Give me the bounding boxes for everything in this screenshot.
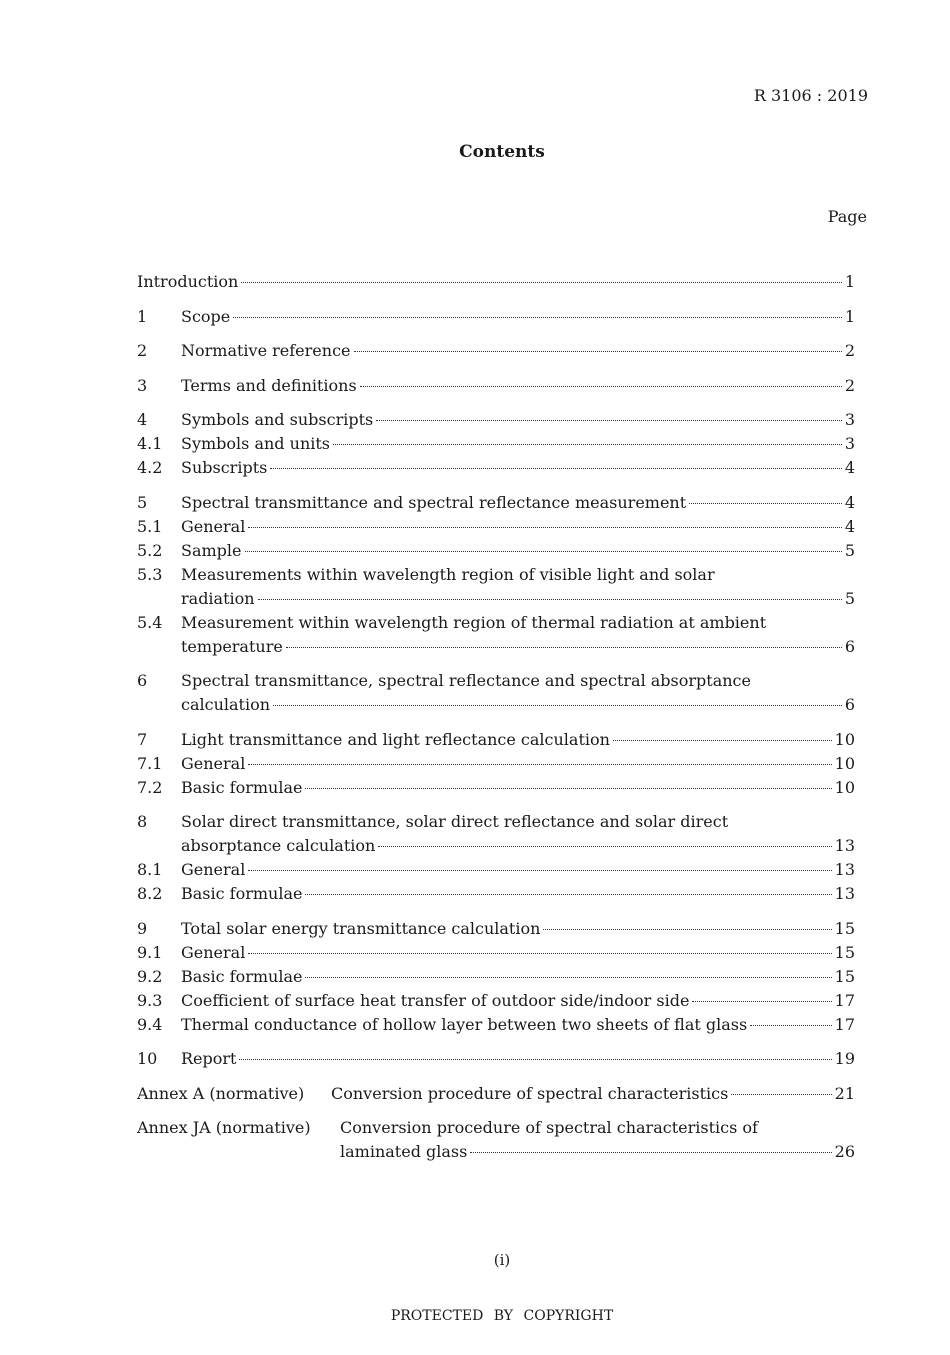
toc-group	[137, 305, 855, 329]
page-number: 17	[834, 1014, 855, 1034]
dot-leader	[376, 420, 842, 421]
page-number: 13	[834, 860, 855, 879]
page-number: 1	[844, 272, 855, 291]
toc-group	[137, 491, 855, 659]
dot-leader	[750, 1025, 831, 1026]
entry-row	[137, 941, 855, 965]
toc-entry[interactable]	[137, 1013, 855, 1037]
entry-row	[137, 408, 855, 432]
section-number: 10	[137, 1049, 158, 1068]
section-number: 5	[137, 492, 148, 512]
toc-entry[interactable]	[137, 270, 855, 294]
page-number: 10	[834, 753, 855, 773]
dot-leader	[248, 953, 831, 954]
entry-row	[137, 1047, 855, 1071]
section-number: 8.1	[137, 860, 163, 879]
dot-leader	[248, 764, 831, 765]
dot-leader	[270, 468, 841, 469]
entry-title: Sample	[181, 540, 242, 560]
toc-entry[interactable]	[137, 669, 855, 717]
dot-leader	[258, 599, 842, 600]
annex-label: Annex JA (normative)	[137, 1118, 311, 1137]
toc-group	[137, 270, 855, 294]
page-number: 4	[844, 492, 855, 512]
entry-title-line: Measurement within wavelength region of thermal radiation at ambient	[181, 612, 767, 632]
toc-entry[interactable]	[137, 408, 855, 432]
entry-title: calculation	[181, 695, 271, 714]
section-number: 4	[137, 410, 148, 429]
entry-row	[137, 515, 855, 539]
entry-row	[137, 432, 855, 456]
entry-title: Light transmittance and light reflectance calculation	[181, 729, 610, 749]
toc-entry[interactable]	[137, 728, 855, 752]
section-number: 1	[137, 306, 148, 326]
entry-title: temperature	[181, 636, 283, 656]
entry-row	[137, 270, 855, 294]
toc-entry[interactable]	[137, 563, 855, 611]
toc-entry[interactable]	[137, 1047, 855, 1071]
toc-group	[137, 339, 855, 363]
entry-row	[137, 305, 855, 329]
entry-title-line: Solar direct transmittance, solar direct reflectance and solar direct	[181, 812, 729, 831]
entry-title-line: Spectral transmittance, spectral reflectance and spectral absorptance	[181, 671, 751, 690]
dot-leader	[245, 551, 842, 552]
dot-leader	[613, 740, 832, 741]
entry-row	[137, 917, 855, 941]
entry-title: Report	[181, 1049, 237, 1068]
section-number: 7	[137, 729, 148, 749]
page-number: 10	[834, 777, 855, 797]
entry-row	[137, 635, 855, 659]
dot-leader	[360, 386, 842, 387]
dot-leader	[305, 977, 831, 978]
entry-row	[137, 1013, 855, 1037]
entry-row	[137, 965, 855, 989]
toc-entry[interactable]	[137, 917, 855, 941]
toc-entry[interactable]	[137, 611, 855, 659]
dot-leader	[239, 1059, 831, 1060]
page-number: 13	[834, 836, 855, 855]
dot-leader	[241, 282, 841, 283]
entry-title: General	[181, 942, 246, 962]
entry-title: Subscripts	[181, 458, 268, 477]
dot-leader	[248, 870, 831, 871]
section-number: 2	[137, 341, 148, 360]
contents-title: Contents	[459, 142, 545, 162]
entry-row	[137, 456, 855, 480]
entry-title: Basic formulae	[181, 777, 303, 797]
entry-row	[137, 776, 855, 800]
dot-leader	[305, 788, 831, 789]
entry-title: laminated glass	[340, 1142, 468, 1161]
page-number: 2	[844, 341, 855, 360]
page-number: 10	[834, 729, 855, 749]
entry-row	[137, 587, 855, 611]
page-number: 15	[834, 918, 855, 938]
page-number: 17	[834, 990, 855, 1010]
toc-group	[137, 1047, 855, 1071]
toc-entry[interactable]	[137, 989, 855, 1013]
entry-title: Spectral transmittance and spectral reflectance measurement	[181, 492, 687, 512]
dot-leader	[333, 444, 842, 445]
entry-title: General	[181, 753, 246, 773]
page-number: 3	[844, 410, 855, 429]
entry-title: radiation	[181, 588, 255, 608]
toc-entry[interactable]	[137, 432, 855, 456]
entry-title: Introduction	[137, 272, 239, 291]
entry-title: Terms and definitions	[181, 375, 357, 395]
entry-title: Symbols and units	[181, 434, 330, 453]
entry-title: absorptance calculation	[181, 836, 376, 855]
section-number: 7.1	[137, 753, 163, 773]
entry-row	[137, 491, 855, 515]
dot-leader	[354, 351, 842, 352]
toc-entry[interactable]	[137, 515, 855, 539]
page-number: 15	[834, 966, 855, 986]
toc-group	[137, 917, 855, 1037]
dot-leader	[305, 894, 831, 895]
copyright-notice: PROTECTED BY COPYRIGHT	[390, 1308, 614, 1324]
section-number: 9.2	[137, 966, 163, 986]
section-number: 5.1	[137, 516, 163, 536]
annex-ja-entry[interactable]	[137, 1116, 855, 1164]
toc-entry[interactable]	[137, 965, 855, 989]
section-number: 9.3	[137, 990, 163, 1010]
toc-group	[137, 408, 855, 480]
page-column-label: Page	[827, 207, 867, 226]
toc-group	[137, 669, 855, 717]
toc-entry[interactable]	[137, 810, 855, 858]
annex-label: Annex A (normative)	[137, 1083, 305, 1103]
entry-title: Symbols and subscripts	[181, 410, 374, 429]
toc-group	[137, 374, 855, 398]
page-number: 6	[844, 695, 855, 714]
entry-row	[137, 752, 855, 776]
section-number: 4.2	[137, 458, 163, 477]
section-number: 7.2	[137, 777, 163, 797]
annex-group	[137, 1116, 855, 1164]
toc-entry[interactable]	[137, 374, 855, 398]
toc-entry[interactable]	[137, 491, 855, 515]
entry-title: General	[181, 860, 246, 879]
entry-row	[137, 989, 855, 1013]
toc-entry[interactable]	[137, 882, 855, 906]
section-number: 9	[137, 918, 148, 938]
section-number: 3	[137, 375, 148, 395]
dot-leader	[286, 647, 842, 648]
entry-row	[137, 539, 855, 563]
entry-row	[137, 1140, 855, 1164]
section-number: 9.4	[137, 1014, 163, 1034]
entry-title: General	[181, 516, 246, 536]
toc-group	[137, 810, 855, 906]
dot-leader	[470, 1152, 831, 1153]
entry-title: Basic formulae	[181, 966, 303, 986]
page-number: 21	[834, 1083, 855, 1103]
section-number: 6	[137, 671, 148, 690]
dot-leader	[273, 705, 842, 706]
page-number: 2	[844, 375, 855, 395]
entry-row	[137, 728, 855, 752]
toc-entry[interactable]	[137, 752, 855, 776]
entry-title-line: Conversion procedure of spectral characteristics of	[340, 1118, 758, 1137]
dot-leader	[692, 1001, 831, 1002]
section-number: 5.2	[137, 540, 163, 560]
toc-entry[interactable]	[137, 456, 855, 480]
section-number: 4.1	[137, 434, 163, 453]
entry-title: Conversion procedure of spectral characteristics	[331, 1083, 729, 1103]
dot-leader	[689, 503, 842, 504]
dot-leader	[543, 929, 831, 930]
footer-page-number: (i)	[493, 1251, 511, 1269]
dot-leader	[233, 317, 842, 318]
entry-title: Thermal conductance of hollow layer between two sheets of flat glass	[181, 1014, 748, 1034]
toc-entry[interactable]	[137, 539, 855, 563]
section-number: 5.4	[137, 612, 163, 632]
entry-row	[137, 693, 855, 717]
page-number: 1	[844, 306, 855, 326]
page-number: 4	[844, 516, 855, 536]
dot-leader	[248, 527, 841, 528]
entry-row	[137, 858, 855, 882]
toc-entry[interactable]	[137, 858, 855, 882]
dot-leader	[378, 846, 831, 847]
page-number: 26	[834, 1142, 855, 1161]
section-number: 5.3	[137, 564, 163, 584]
entry-title: Total solar energy transmittance calculation	[181, 918, 541, 938]
page-number: 19	[834, 1049, 855, 1068]
document-code: R 3106 : 2019	[753, 86, 868, 105]
toc-group	[137, 728, 855, 800]
annex-a-entry[interactable]	[137, 1082, 855, 1106]
entry-row	[137, 374, 855, 398]
toc-entry[interactable]	[137, 941, 855, 965]
entry-title: Normative reference	[181, 341, 351, 360]
page-number: 5	[844, 540, 855, 560]
entry-title: Coefficient of surface heat transfer of outdoor side/indoor side	[181, 990, 690, 1010]
toc-entry[interactable]	[137, 339, 855, 363]
toc-entry[interactable]	[137, 305, 855, 329]
dot-leader	[731, 1094, 831, 1095]
toc-entry[interactable]	[137, 776, 855, 800]
page-number: 13	[834, 884, 855, 903]
entry-row	[137, 834, 855, 858]
page-number: 5	[844, 588, 855, 608]
entry-row	[137, 882, 855, 906]
entry-title: Scope	[181, 306, 231, 326]
annex-group	[137, 1082, 855, 1106]
page-number: 3	[844, 434, 855, 453]
section-number: 9.1	[137, 942, 163, 962]
table-of-contents	[137, 270, 855, 1175]
entry-title: Basic formulae	[181, 884, 303, 903]
entry-row	[137, 339, 855, 363]
section-number: 8.2	[137, 884, 163, 903]
page-number: 4	[844, 458, 855, 477]
entry-title-line: Measurements within wavelength region of visible light and solar	[181, 564, 715, 584]
page-number: 6	[844, 636, 855, 656]
page-number: 15	[834, 942, 855, 962]
section-number: 8	[137, 812, 148, 831]
